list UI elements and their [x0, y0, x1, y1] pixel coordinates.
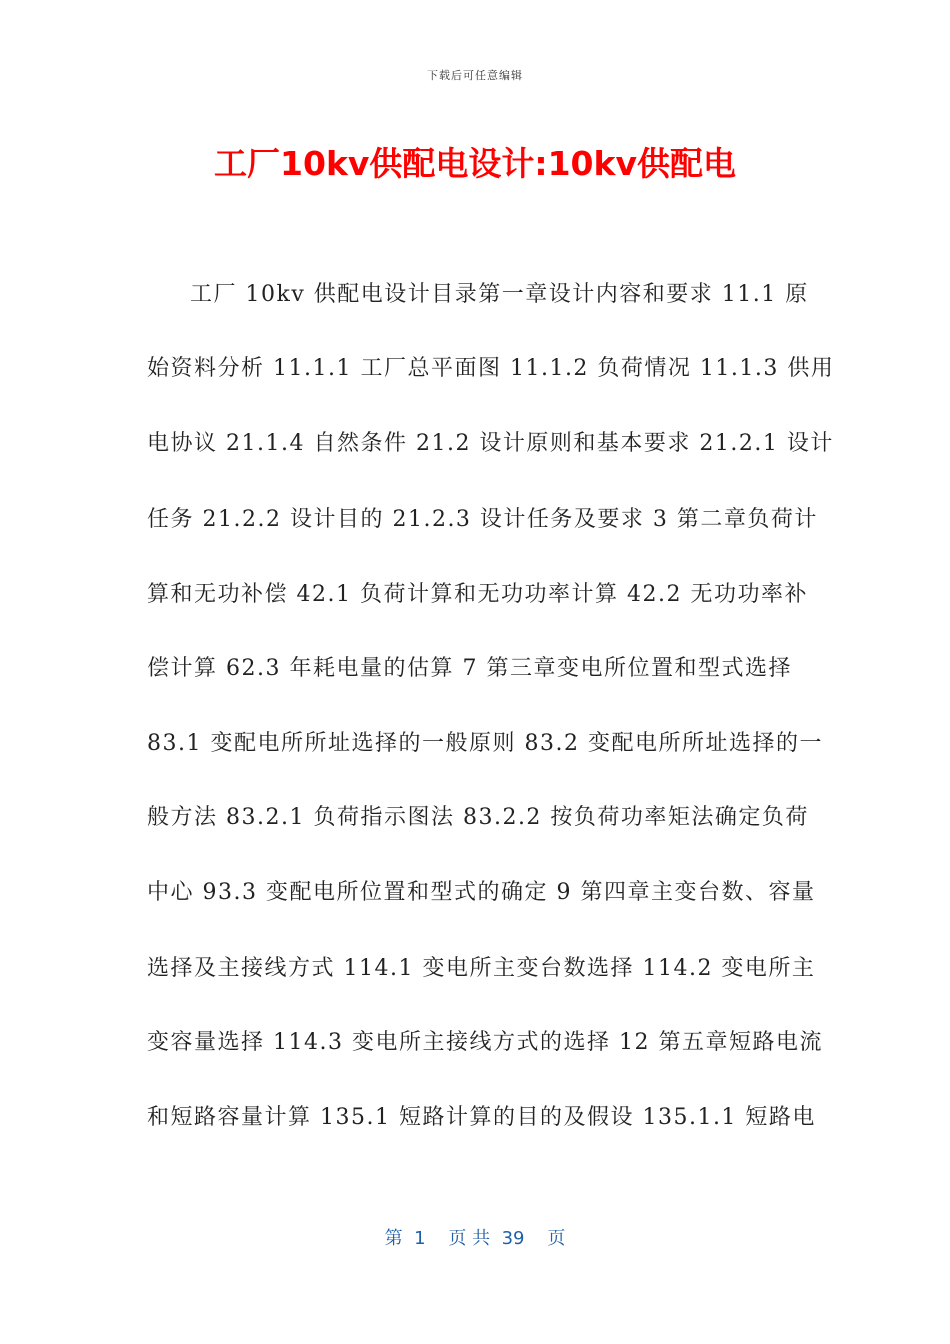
header-note: 下载后可任意编辑	[427, 69, 523, 82]
body-line: 中心 93.3 变配电所位置和型式的确定 9 第四章主变台数、容量	[147, 880, 816, 905]
body-line: 变容量选择 114.3 变电所主接线方式的选择 12 第五章短路电流	[147, 1030, 823, 1055]
body-line: 选择及主接线方式 114.1 变电所主变台数选择 114.2 变电所主	[147, 956, 816, 981]
document-title: 工厂10kv供配电设计:10kv供配电	[214, 144, 736, 183]
body-line: 始资料分析 11.1.1 工厂总平面图 11.1.2 负荷情况 11.1.3 供用	[147, 356, 835, 381]
body-line: 电协议 21.1.4 自然条件 21.2 设计原则和基本要求 21.2.1 设计	[147, 431, 834, 456]
body-line: 任务 21.2.2 设计目的 21.2.3 设计任务及要求 3 第二章负荷计	[147, 507, 818, 532]
body-line: 偿计算 62.3 年耗电量的估算 7 第三章变电所位置和型式选择	[147, 656, 792, 681]
body-line: 工厂 10kv 供配电设计目录第一章设计内容和要求 11.1 原	[190, 282, 809, 307]
page-number-footer: 第 1 页 共 39 页	[384, 1228, 566, 1249]
body-line: 般方法 83.2.1 负荷指示图法 83.2.2 按负荷功率矩法确定负荷	[147, 805, 809, 830]
body-line: 算和无功补偿 42.1 负荷计算和无功功率计算 42.2 无功功率补	[147, 582, 808, 607]
body-line: 83.1 变配电所所址选择的一般原则 83.2 变配电所所址选择的一	[147, 731, 823, 756]
body-line: 和短路容量计算 135.1 短路计算的目的及假设 135.1.1 短路电	[147, 1105, 816, 1130]
